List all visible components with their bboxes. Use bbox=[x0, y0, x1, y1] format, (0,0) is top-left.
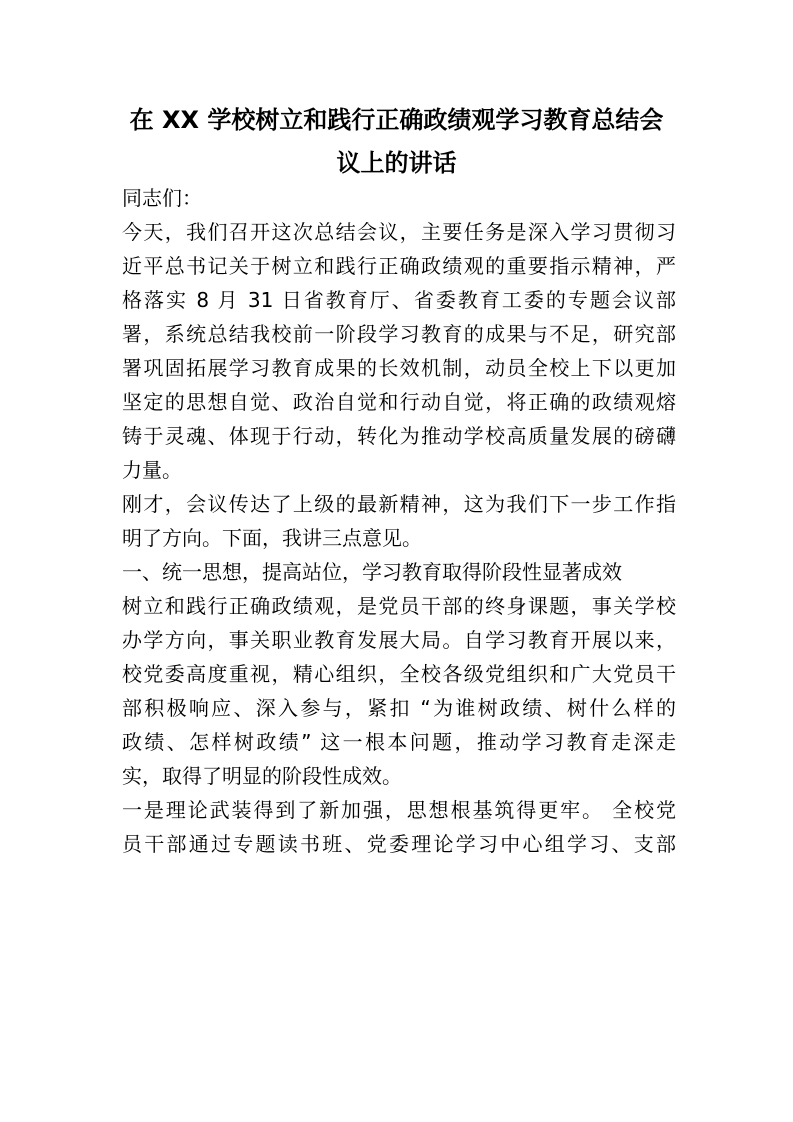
body-line: 明了方向。下面，我讲三点意见。 bbox=[122, 526, 422, 550]
body-line: 同志们： bbox=[122, 186, 202, 210]
body-line: 铸于灵魂、体现于行动，转化为推动学校高质量发展的磅礴 bbox=[122, 424, 676, 448]
body-line: 部积极响应、深入参与，紧扣 “为谁树政绩、树什么样的 bbox=[122, 696, 676, 720]
body-line: 校党委高度重视，精心组织，全校各级党组织和广大党员干 bbox=[122, 662, 676, 686]
body-line: 力量。 bbox=[122, 458, 182, 482]
document-title-line-1: 在 XX 学校树立和践行正确政绩观学习教育总结会 bbox=[129, 106, 664, 134]
body-line: 树立和践行正确政绩观，是党员干部的终身课题，事关学校 bbox=[122, 594, 676, 618]
body-line: 坚定的思想自觉、政治自觉和行动自觉，将正确的政绩观熔 bbox=[122, 390, 676, 414]
body-line: 一、统一思想，提高站位，学习教育取得阶段性显著成效 bbox=[122, 560, 622, 584]
body-line: 今天，我们召开这次总结会议，主要任务是深入学习贯彻习 bbox=[122, 220, 676, 244]
body-line: 格落实 8 月 31 日省教育厅、省委教育工委的专题会议部 bbox=[122, 288, 676, 312]
body-line: 员干部通过专题读书班、党委理论学习中心组学习、支部 bbox=[122, 832, 676, 856]
body-line: 实，取得了明显的阶段性成效。 bbox=[122, 764, 402, 788]
body-line: 办学方向，事关职业教育发展大局。自学习教育开展以来， bbox=[122, 628, 676, 652]
body-line: 署，系统总结我校前一阶段学习教育的成果与不足，研究部 bbox=[122, 322, 676, 346]
document-title-line-2: 议上的讲话 bbox=[336, 149, 457, 177]
body-line: 政绩、怎样树政绩” 这一根本问题，推动学习教育走深走 bbox=[122, 730, 676, 754]
body-line: 一是理论武装得到了新加强，思想根基筑得更牢。 全校党 bbox=[122, 798, 676, 822]
document-body bbox=[122, 181, 676, 861]
body-line: 署巩固拓展学习教育成果的长效机制，动员全校上下以更加 bbox=[122, 356, 676, 380]
body-line: 刚才，会议传达了上级的最新精神，这为我们下一步工作指 bbox=[122, 492, 676, 516]
body-line: 近平总书记关于树立和践行正确政绩观的重要指示精神，严 bbox=[122, 254, 676, 278]
